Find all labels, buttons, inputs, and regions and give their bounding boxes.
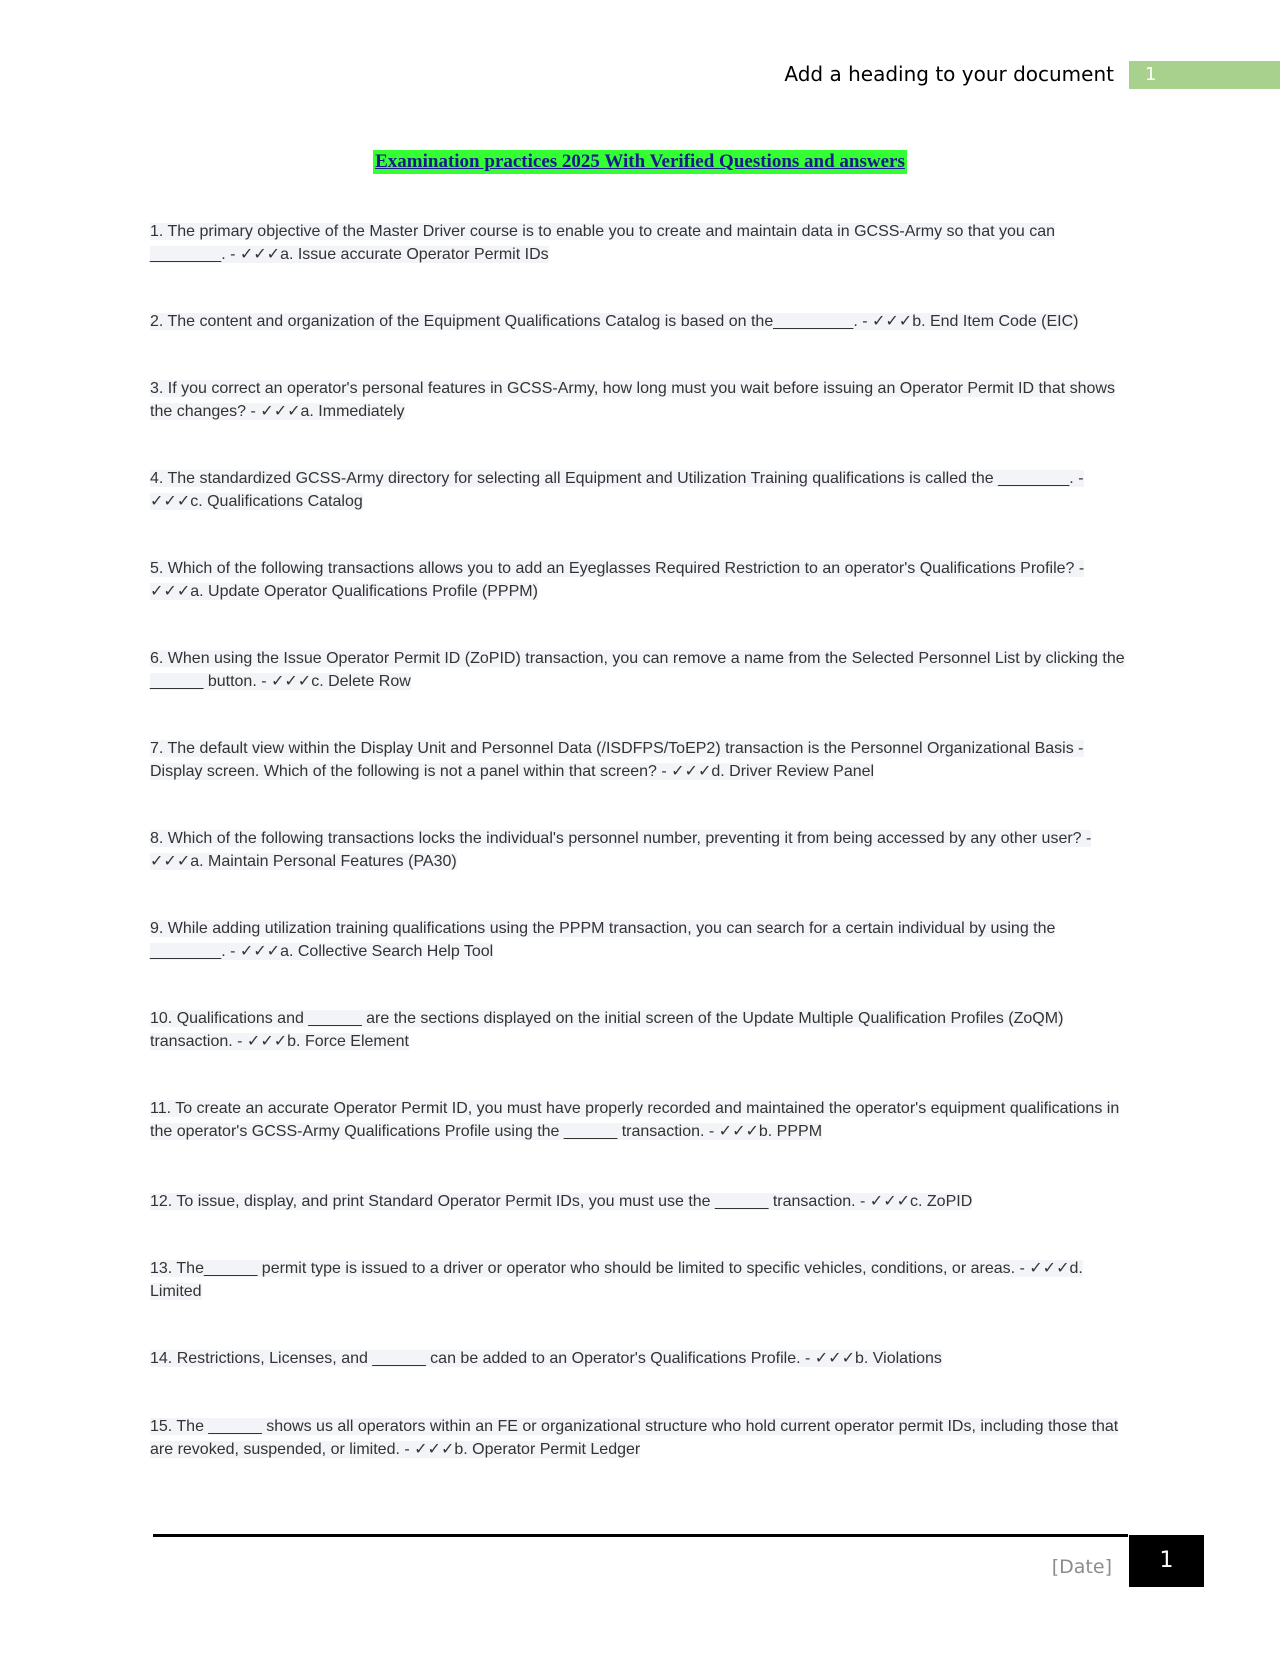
question-item: [150, 1097, 1130, 1143]
question-text: 14. Restrictions, Licenses, and ______ can be added to an Operator's Qualifications Profile. - ✓✓✓b. Violations: [150, 1350, 942, 1367]
footer-date: [Date]: [1051, 1556, 1112, 1578]
footer-page-number: 1: [1129, 1535, 1204, 1587]
question-item: [150, 377, 1130, 423]
header-title: Add a heading to your document: [784, 62, 1114, 86]
question-text: 3. If you correct an operator's personal features in GCSS-Army, how long must you wait before issuing an Operator Permit ID that shows the changes? - ✓✓✓a. Immediately: [150, 380, 1115, 420]
question-item: [150, 647, 1130, 693]
question-text: 5. Which of the following transactions allows you to add an Eyeglasses Required Restriction to an operator's Qualifications Profile? - ✓✓✓a. Update Operator Qualifications Profile (PPPM): [150, 560, 1085, 600]
question-text: 6. When using the Issue Operator Permit ID (ZoPID) transaction, you can remove a name from the Selected Personnel List by clicking the ______ button. - ✓✓✓c. Delete Row: [150, 650, 1125, 690]
question-item: [150, 1415, 1130, 1461]
question-text: 4. The standardized GCSS-Army directory for selecting all Equipment and Utilization Training qualifications is called the ________. - ✓✓✓c. Qualifications Catalog: [150, 470, 1084, 510]
question-item: [150, 1347, 1130, 1370]
header-page-number: 1: [1129, 61, 1280, 89]
question-item: [150, 1257, 1130, 1303]
question-text: 2. The content and organization of the Equipment Qualifications Catalog is based on the_________. - ✓✓✓b. End Item Code (EIC): [150, 313, 1079, 330]
document-title: Examination practices 2025 With Verified Questions and answers: [375, 151, 905, 172]
question-item: [150, 1007, 1130, 1053]
question-text: 11. To create an accurate Operator Permit ID, you must have properly recorded and maintained the operator's equipment qualifications in the operator's GCSS-Army Qualifications Profile using the ______ transaction. - ✓✓✓b. PPPM: [150, 1100, 1120, 1140]
question-item: [150, 557, 1130, 603]
question-item: [150, 467, 1130, 513]
question-text: 10. Qualifications and ______ are the sections displayed on the initial screen of the Update Multiple Qualification Profiles (ZoQM) transaction. - ✓✓✓b. Force Element: [150, 1010, 1064, 1050]
footer-divider: [153, 1534, 1128, 1537]
document-title-row: [0, 150, 1280, 174]
question-item: [150, 220, 1130, 266]
question-item: [150, 1190, 1130, 1213]
question-text: 8. Which of the following transactions locks the individual's personnel number, preventing it from being accessed by any other user? - ✓✓✓a. Maintain Personal Features (PA30): [150, 830, 1092, 870]
question-item: [150, 737, 1130, 783]
question-text: 12. To issue, display, and print Standard Operator Permit IDs, you must use the ______ transaction. - ✓✓✓c. ZoPID: [150, 1193, 973, 1210]
question-text: 15. The ______ shows us all operators within an FE or organizational structure who hold current operator permit IDs, including those that are revoked, suspended, or limited. - ✓✓✓b. Operator Permit Ledger: [150, 1418, 1119, 1458]
question-text: 13. The______ permit type is issued to a driver or operator who should be limited to specific vehicles, conditions, or areas. - ✓✓✓d. Limited: [150, 1260, 1083, 1300]
question-item: [150, 827, 1130, 873]
question-text: 9. While adding utilization training qualifications using the PPPM transaction, you can search for a certain individual by using the ________. - ✓✓✓a. Collective Search Help Tool: [150, 920, 1056, 960]
question-item: [150, 917, 1130, 963]
question-text: 1. The primary objective of the Master Driver course is to enable you to create and maintain data in GCSS-Army so that you can ________. - ✓✓✓a. Issue accurate Operator Permit IDs: [150, 223, 1056, 263]
question-item: [150, 310, 1130, 333]
question-text: 7. The default view within the Display Unit and Personnel Data (/ISDFPS/ToEP2) transaction is the Personnel Organizational Basis - Display screen. Which of the following is not a panel within that screen? - ✓✓✓d. Driver Review Panel: [150, 740, 1084, 780]
